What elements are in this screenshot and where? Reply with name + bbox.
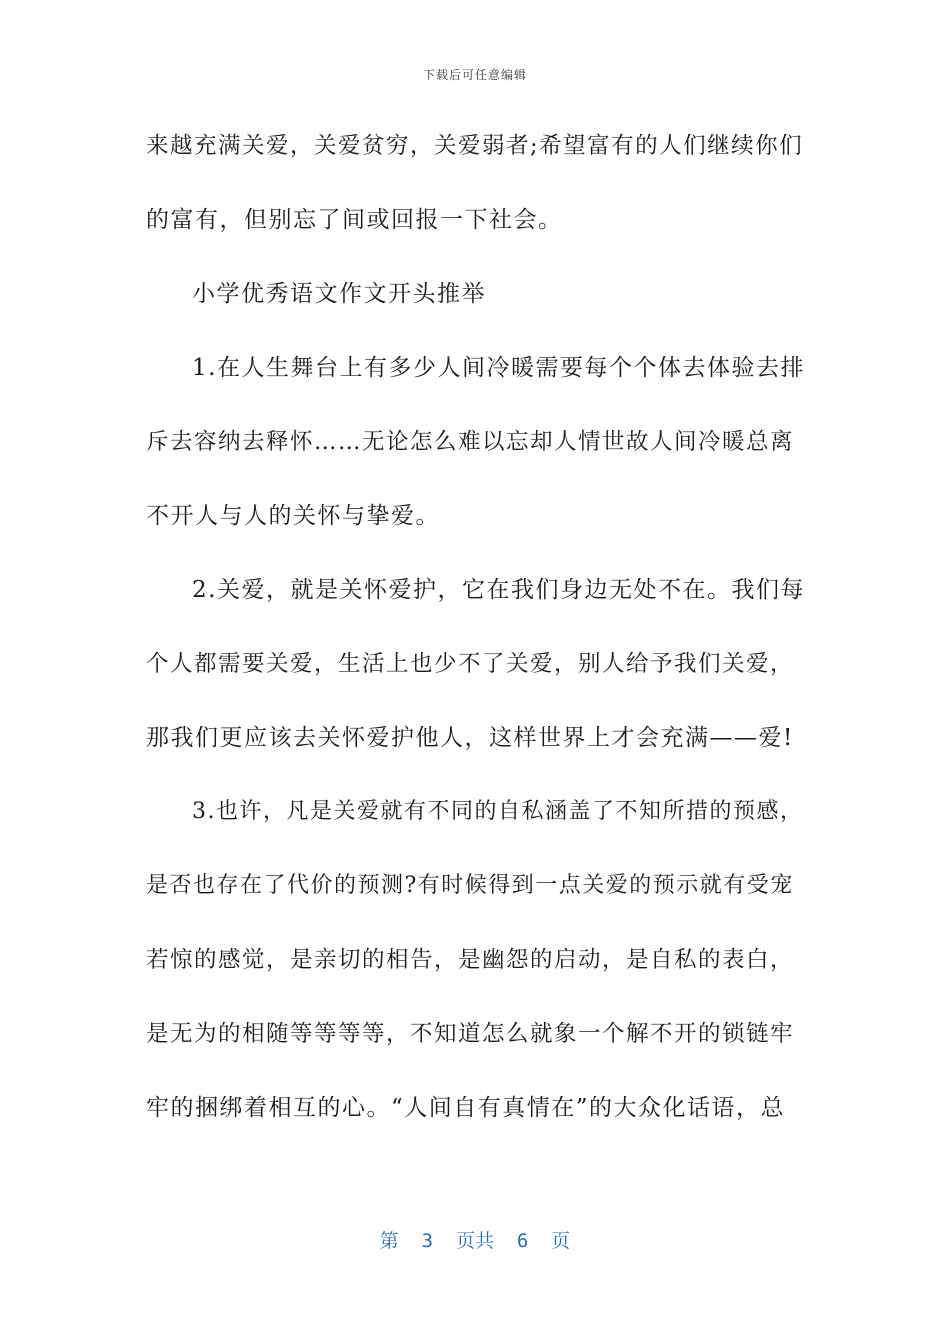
body-line: 斥去容纳去释怀……无论怎么难以忘却人情世故人间冷暖总离 <box>146 429 795 455</box>
body-line: 若惊的感觉，是亲切的相告，是幽怨的启动，是自私的表白， <box>146 947 795 973</box>
body-line: 来越充满关爱，关爱贫穷，关爱弱者;希望富有的人们继续你们 <box>146 133 804 159</box>
page-header: 下载后可任意编辑 <box>422 68 527 82</box>
section-heading: 小学优秀语文作文开头推举 <box>192 281 486 307</box>
page-number: 第 3 页共 6 页 <box>379 1230 571 1252</box>
body-line: 是无为的相随等等等等，不知道怎么就象一个解不开的锁链牢 <box>146 1021 795 1047</box>
body-line: 个人都需要关爱，生活上也少不了关爱，别人给予我们关爱， <box>146 651 795 677</box>
body-line: 的富有，但别忘了间或回报一下社会。 <box>146 207 563 233</box>
body-line: 1.在人生舞台上有多少人间冷暖需要每个个体去体验去排 <box>192 355 805 381</box>
body-line: 不开人与人的关怀与挚爱。 <box>146 503 440 529</box>
body-line: 是否也存在了代价的预测?有时候得到一点关爱的预示就有受宠 <box>146 873 794 898</box>
body-line: 3.也许，凡是关爱就有不同的自私涵盖了不知所措的预感， <box>192 799 804 824</box>
body-line: 牢的捆绑着相互的心。“人间自有真情在”的大众化话语，总 <box>146 1095 786 1121</box>
body-line: 那我们更应该去关怀爱护他人，这样世界上才会充满——爱! <box>146 725 794 751</box>
body-line: 2.关爱，就是关怀爱护，它在我们身边无处不在。我们每 <box>192 577 805 603</box>
